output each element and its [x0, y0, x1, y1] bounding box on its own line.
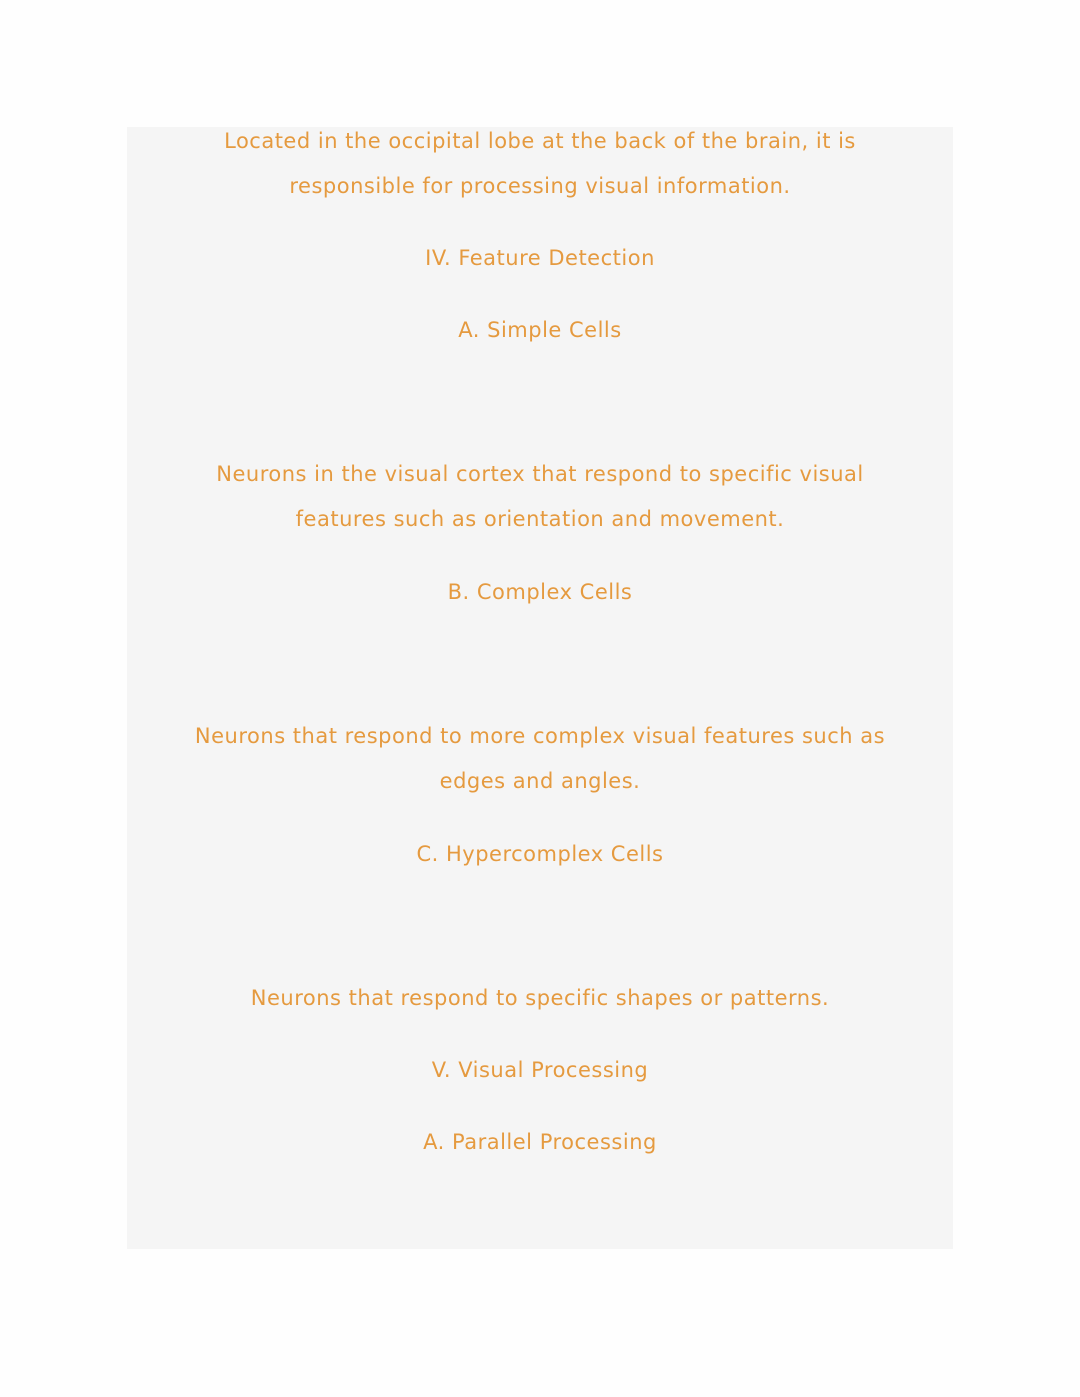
intro-text-line-1: Located in the occipital lobe at the back of the brain, it is — [224, 129, 856, 153]
intro-text-line-2: responsible for processing visual information. — [289, 174, 791, 198]
simple-cells-text-line-2: features such as orientation and movement. — [295, 507, 785, 531]
complex-cells-text-line-2: edges and angles. — [439, 769, 641, 793]
subheading-simple-cells: A. Simple Cells — [458, 318, 622, 342]
subheading-hypercomplex-cells: C. Hypercomplex Cells — [416, 842, 664, 866]
hypercomplex-cells-text-line-1: Neurons that respond to specific shapes or patterns. — [250, 986, 830, 1010]
notes-card — [127, 127, 953, 1249]
section-heading-feature-detection: IV. Feature Detection — [425, 246, 655, 270]
complex-cells-text-line-1: Neurons that respond to more complex visual features such as — [194, 724, 886, 748]
section-heading-visual-processing: V. Visual Processing — [431, 1058, 649, 1082]
subheading-parallel-processing: A. Parallel Processing — [423, 1130, 657, 1154]
simple-cells-text-line-1: Neurons in the visual cortex that respond to specific visual — [216, 462, 864, 486]
subheading-complex-cells: B. Complex Cells — [447, 580, 633, 604]
